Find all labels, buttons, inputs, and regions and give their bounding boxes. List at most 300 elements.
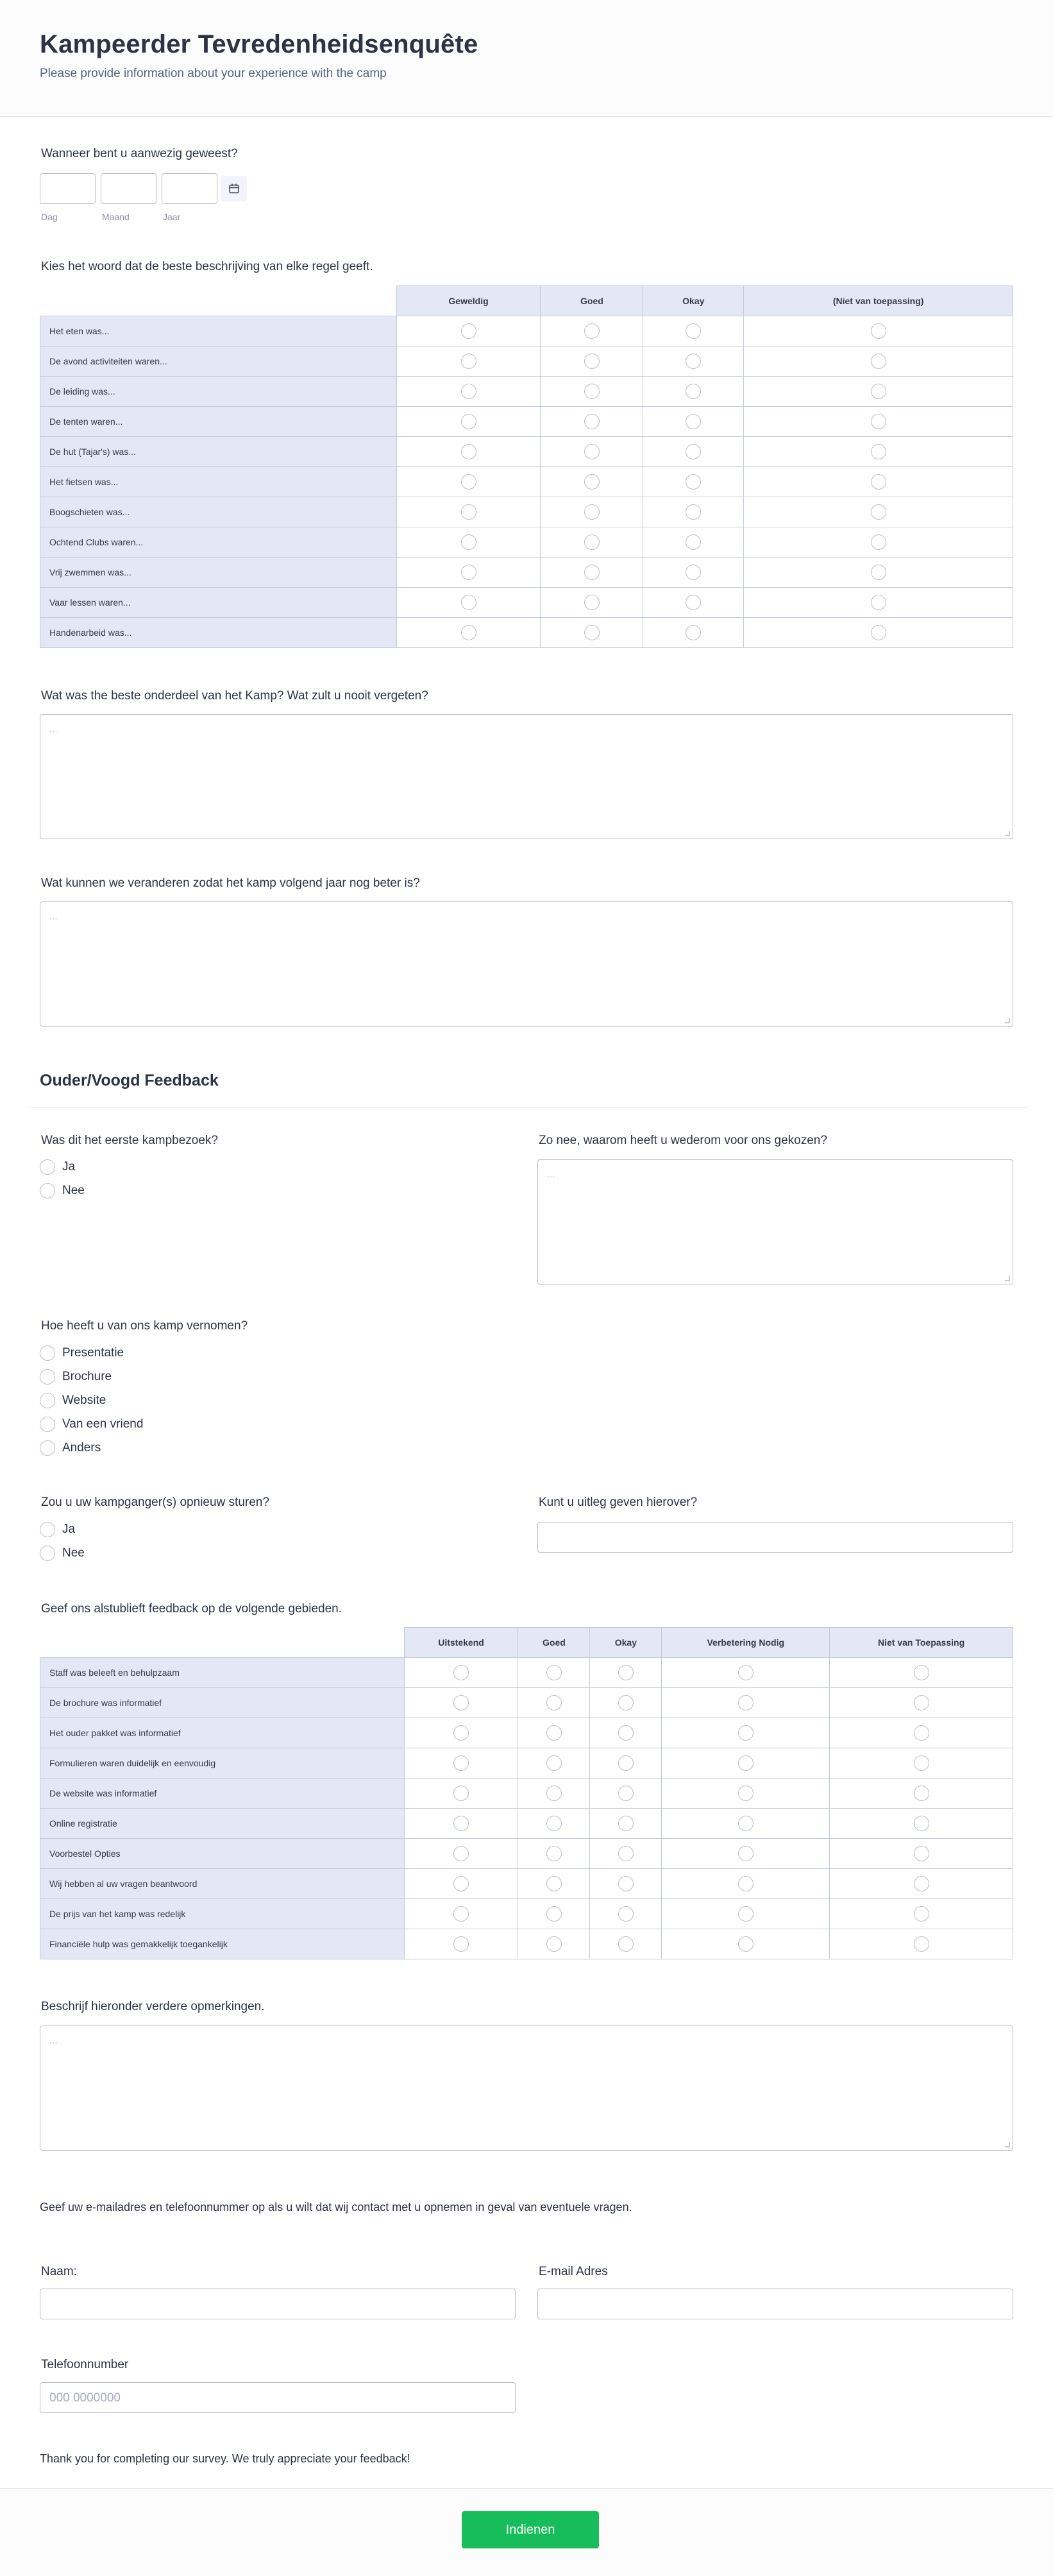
radio-button[interactable] (686, 474, 701, 490)
name-input[interactable] (40, 2289, 516, 2319)
form-header (0, 0, 1053, 117)
radio-button[interactable] (618, 1725, 634, 1741)
radio-button[interactable] (461, 625, 476, 640)
matrix2-cell (518, 1658, 590, 1688)
first-visit-option-nee[interactable] (40, 1183, 85, 1198)
matrix2-row (40, 1778, 1013, 1809)
radio-button[interactable] (546, 1936, 562, 1952)
radio-button[interactable] (914, 1906, 929, 1922)
q-send-again-label: Zou u uw kampganger(s) opnieuw sturen? (41, 1496, 269, 1509)
thank-you-text: Thank you for completing our survey. We truly appreciate your feedback! (40, 2452, 410, 2465)
email-input[interactable] (537, 2289, 1013, 2319)
matrix2-row-label: Staff was beleeft en behulpzaam (40, 1658, 405, 1688)
radio-button[interactable] (453, 1816, 469, 1831)
radio-button[interactable] (914, 1786, 929, 1801)
matrix1-row (40, 497, 1013, 527)
radio-button[interactable] (738, 1755, 754, 1771)
radio-button[interactable] (584, 384, 600, 399)
q-first-visit-label: Was dit het eerste kampbezoek? (41, 1134, 218, 1147)
q-best-label: Wat was the beste onderdeel van het Kamp? Wat zult u nooit vergeten? (41, 689, 428, 703)
radio-button[interactable] (914, 1695, 929, 1710)
matrix2-cell (518, 1839, 590, 1869)
matrix2-column-header: Niet van Toepassing (830, 1628, 1013, 1658)
matrix1-cell (643, 558, 744, 588)
radio-button[interactable] (738, 1846, 754, 1861)
radio-button[interactable] (584, 414, 600, 429)
matrix1-row (40, 346, 1013, 377)
radio-button[interactable] (686, 504, 701, 520)
matrix1-cell (744, 377, 1013, 407)
matrix1-cell (541, 618, 643, 648)
remarks-textarea[interactable] (40, 2026, 1013, 2151)
radio-button[interactable] (618, 1816, 634, 1831)
matrix1-row-label: Vaar lessen waren... (40, 588, 397, 618)
send-again-option-nee[interactable] (40, 1546, 85, 1561)
radio-button[interactable] (686, 595, 701, 610)
radio-button[interactable] (738, 1936, 754, 1952)
section-divider (26, 1107, 1027, 1108)
radio-button[interactable] (871, 625, 886, 640)
radio-button[interactable] (40, 1522, 55, 1537)
matrix1-cell (396, 618, 541, 648)
radio-button[interactable] (686, 444, 701, 459)
matrix1-row-label: Het fietsen was... (40, 467, 397, 497)
matrix1-row (40, 588, 1013, 618)
radio-button[interactable] (871, 595, 886, 610)
matrix2-cell (404, 1688, 518, 1718)
matrix1-cell (541, 497, 643, 527)
radio-button[interactable] (40, 1393, 55, 1408)
explain-input[interactable] (537, 1522, 1013, 1553)
matrix2-row (40, 1809, 1013, 1839)
radio-button[interactable] (461, 323, 476, 339)
radio-button[interactable] (914, 1816, 929, 1831)
radio-button[interactable] (453, 1695, 469, 1710)
matrix1-cell (541, 467, 643, 497)
matrix2-row-label: Voorbestel Opties (40, 1839, 405, 1869)
phone-placeholder: 000 0000000 (49, 2391, 121, 2405)
phone-input[interactable] (40, 2382, 516, 2413)
matrix1-cell (744, 316, 1013, 346)
heard-option-presentatie[interactable] (40, 1345, 124, 1361)
matrix2-row (40, 1839, 1013, 1869)
radio-button[interactable] (584, 534, 600, 550)
email-label: E-mail Adres (539, 2265, 608, 2278)
rating-matrix-feedback (40, 1627, 1013, 1959)
matrix2-cell (662, 1658, 830, 1688)
matrix1-cell (396, 346, 541, 377)
radio-button[interactable] (618, 1665, 634, 1680)
matrix2-cell (830, 1929, 1013, 1959)
matrix1-row-label: De leiding was... (40, 377, 397, 407)
matrix-corner (40, 286, 397, 316)
matrix2-cell (830, 1748, 1013, 1778)
radio-button[interactable] (914, 1755, 929, 1771)
matrix2-row (40, 1899, 1013, 1929)
radio-button[interactable] (453, 1906, 469, 1922)
radio-button[interactable] (461, 534, 476, 550)
option-label: Ja (62, 1523, 76, 1536)
radio-button[interactable] (453, 1755, 469, 1771)
matrix1-cell (541, 407, 643, 437)
matrix-corner (40, 1628, 405, 1658)
radio-button[interactable] (584, 565, 600, 580)
matrix1-cell (643, 588, 744, 618)
option-label: Nee (62, 1184, 85, 1197)
month-input[interactable] (101, 173, 156, 204)
matrix2-row-label: Wij hebben al uw vragen beantwoord (40, 1869, 405, 1899)
matrix1-cell (541, 346, 643, 377)
matrix1-row (40, 316, 1013, 346)
matrix1-cell (744, 618, 1013, 648)
radio-button[interactable] (871, 384, 886, 399)
radio-button[interactable] (40, 1345, 55, 1361)
month-sublabel: Maand (102, 212, 130, 222)
radio-button[interactable] (461, 384, 476, 399)
radio-button[interactable] (546, 1665, 562, 1680)
matrix2-cell (662, 1688, 830, 1718)
radio-button[interactable] (914, 1725, 929, 1741)
first-visit-option-ja[interactable] (40, 1159, 75, 1175)
radio-button[interactable] (40, 1417, 55, 1432)
section-parent-title: Ouder/Voogd Feedback (40, 1071, 219, 1089)
matrix2-cell (662, 1839, 830, 1869)
radio-button[interactable] (546, 1876, 562, 1891)
radio-button[interactable] (461, 474, 476, 490)
matrix1-row-label: Het eten was... (40, 316, 397, 346)
option-label: Anders (62, 1441, 101, 1454)
matrix2-cell (404, 1778, 518, 1809)
calendar-icon (228, 183, 240, 194)
matrix1-row-label: Boogschieten was... (40, 497, 397, 527)
matrix1-cell (396, 437, 541, 467)
radio-button[interactable] (871, 565, 886, 580)
resize-grip-icon[interactable] (1005, 831, 1010, 836)
matrix2-cell (830, 1839, 1013, 1869)
matrix2-row (40, 1869, 1013, 1899)
matrix1-cell (541, 316, 643, 346)
matrix1-cell (744, 527, 1013, 558)
radio-button[interactable] (686, 414, 701, 429)
matrix1-cell (744, 588, 1013, 618)
radio-button[interactable] (686, 354, 701, 369)
year-sublabel: Jaar (163, 212, 181, 222)
matrix1-row (40, 618, 1013, 648)
matrix2-row (40, 1718, 1013, 1748)
date-label: Wanneer bent u aanwezig geweest? (41, 147, 238, 160)
radio-button[interactable] (914, 1936, 929, 1952)
matrix1-cell (744, 407, 1013, 437)
matrix2-row (40, 1929, 1013, 1959)
matrix1-row (40, 377, 1013, 407)
radio-button[interactable] (584, 504, 600, 520)
radio-button[interactable] (584, 474, 600, 490)
radio-button[interactable] (871, 444, 886, 459)
radio-button[interactable] (40, 1440, 55, 1456)
option-label: Presentatie (62, 1346, 124, 1360)
matrix2-row-label: De brochure was informatief (40, 1688, 405, 1718)
year-input[interactable] (162, 173, 217, 204)
matrix2-cell (590, 1718, 662, 1748)
radio-button[interactable] (40, 1159, 55, 1175)
radio-button[interactable] (618, 1846, 634, 1861)
radio-button[interactable] (738, 1725, 754, 1741)
matrix1-cell (744, 497, 1013, 527)
radio-button[interactable] (461, 504, 476, 520)
radio-button[interactable] (461, 414, 476, 429)
matrix1-cell (643, 497, 744, 527)
matrix2-cell (518, 1809, 590, 1839)
radio-button[interactable] (546, 1906, 562, 1922)
q-explain-label: Kunt u uitleg geven hierover? (539, 1496, 698, 1509)
matrix1-cell (643, 316, 744, 346)
matrix2-cell (518, 1778, 590, 1809)
resize-grip-icon[interactable] (1005, 1018, 1010, 1023)
matrix2-cell (830, 1809, 1013, 1839)
radio-button[interactable] (453, 1665, 469, 1680)
matrix2-cell (830, 1899, 1013, 1929)
radio-button[interactable] (738, 1876, 754, 1891)
resize-grip-icon[interactable] (1005, 1276, 1010, 1281)
matrix2-label: Geef ons alstublieft feedback op de volgende gebieden. (41, 1602, 342, 1616)
radio-button[interactable] (40, 1183, 55, 1198)
matrix1-row-label: Ochtend Clubs waren... (40, 527, 397, 558)
radio-button[interactable] (618, 1876, 634, 1891)
form-subtitle: Please provide information about your experience with the camp (40, 67, 387, 80)
matrix2-cell (590, 1899, 662, 1929)
radio-button[interactable] (584, 595, 600, 610)
matrix2-cell (518, 1688, 590, 1718)
q-remarks-label: Beschrijf hieronder verdere opmerkingen. (41, 2000, 265, 2013)
heard-option-anders[interactable] (40, 1440, 101, 1456)
day-sublabel: Dag (41, 212, 58, 222)
submit-button[interactable]: Indienen (462, 2511, 599, 2548)
matrix1-cell (744, 558, 1013, 588)
calendar-button[interactable] (221, 176, 247, 201)
radio-button[interactable] (546, 1786, 562, 1801)
phone-label: Telefoonnumber (41, 2358, 129, 2371)
radio-button[interactable] (871, 414, 886, 429)
why-again-textarea[interactable] (537, 1159, 1013, 1284)
radio-button[interactable] (461, 444, 476, 459)
matrix2-cell (830, 1658, 1013, 1688)
matrix2-cell (590, 1658, 662, 1688)
matrix1-cell (541, 377, 643, 407)
matrix2-cell (662, 1748, 830, 1778)
heard-option-vriend[interactable] (40, 1417, 143, 1432)
radio-button[interactable] (546, 1695, 562, 1710)
radio-button[interactable] (618, 1936, 634, 1952)
radio-button[interactable] (738, 1786, 754, 1801)
matrix2-cell (830, 1718, 1013, 1748)
matrix1-row-label: De tenten waren... (40, 407, 397, 437)
matrix1-row-label: De hut (Tajar's) was... (40, 437, 397, 467)
matrix1-cell (643, 407, 744, 437)
radio-button[interactable] (453, 1725, 469, 1741)
matrix2-row-label: Financiële hulp was gemakkelijk toegankelijk (40, 1929, 405, 1959)
radio-button[interactable] (618, 1695, 634, 1710)
matrix2-cell (404, 1899, 518, 1929)
matrix1-cell (396, 316, 541, 346)
radio-button[interactable] (686, 565, 701, 580)
matrix2-cell (830, 1778, 1013, 1809)
radio-button[interactable] (546, 1755, 562, 1771)
radio-button[interactable] (546, 1816, 562, 1831)
matrix2-row-label: De website was informatief (40, 1778, 405, 1809)
matrix2-cell (590, 1929, 662, 1959)
matrix2-cell (830, 1869, 1013, 1899)
matrix1-cell (541, 527, 643, 558)
matrix1-cell (643, 467, 744, 497)
contact-instructions: Geef uw e-mailadres en telefoonnummer op als u wilt dat wij contact met u opnemen in geval van eventuele vragen. (40, 2201, 632, 2213)
matrix1-cell (744, 346, 1013, 377)
radio-button[interactable] (618, 1906, 634, 1922)
radio-button[interactable] (871, 504, 886, 520)
matrix2-column-header: Verbetering Nodig (662, 1628, 830, 1658)
radio-button[interactable] (686, 534, 701, 550)
matrix1-cell (396, 407, 541, 437)
matrix2-cell (518, 1869, 590, 1899)
matrix1-column-header: Okay (643, 286, 744, 316)
matrix1-cell (643, 377, 744, 407)
radio-button[interactable] (453, 1786, 469, 1801)
send-again-option-ja[interactable] (40, 1522, 75, 1537)
matrix2-cell (662, 1718, 830, 1748)
matrix2-row-label: Online registratie (40, 1809, 405, 1839)
matrix1-cell (396, 377, 541, 407)
radio-button[interactable] (686, 384, 701, 399)
matrix2-row (40, 1688, 1013, 1718)
matrix1-row-label: Handenarbeid was... (40, 618, 397, 648)
matrix1-cell (744, 437, 1013, 467)
matrix2-cell (590, 1748, 662, 1778)
matrix2-row-label: Het ouder pakket was informatief (40, 1718, 405, 1748)
matrix2-cell (662, 1929, 830, 1959)
matrix2-cell (404, 1658, 518, 1688)
radio-button[interactable] (40, 1369, 55, 1385)
radio-button[interactable] (461, 354, 476, 369)
radio-button[interactable] (546, 1725, 562, 1741)
matrix1-cell (541, 437, 643, 467)
name-label: Naam: (41, 2265, 77, 2278)
radio-button[interactable] (914, 1665, 929, 1680)
radio-button[interactable] (871, 354, 886, 369)
matrix2-column-header: Uitstekend (404, 1628, 518, 1658)
radio-button[interactable] (453, 1876, 469, 1891)
radio-button[interactable] (453, 1936, 469, 1952)
change-placeholder: ... (49, 911, 58, 922)
radio-button[interactable] (584, 354, 600, 369)
matrix2-column-header: Okay (590, 1628, 662, 1658)
radio-button[interactable] (453, 1846, 469, 1861)
heard-option-website[interactable] (40, 1393, 106, 1408)
matrix2-cell (404, 1718, 518, 1748)
form-title: Kampeerder Tevredenheidsenquête (40, 30, 478, 58)
matrix1-label: Kies het woord dat de beste beschrijving van elke regel geeft. (41, 260, 373, 273)
matrix1-row (40, 437, 1013, 467)
q-heard-label: Hoe heeft u van ons kamp vernomen? (41, 1319, 248, 1333)
radio-button[interactable] (461, 595, 476, 610)
matrix2-cell (404, 1869, 518, 1899)
option-label: Nee (62, 1546, 85, 1560)
matrix1-cell (541, 558, 643, 588)
matrix2-cell (518, 1899, 590, 1929)
matrix1-row (40, 527, 1013, 558)
matrix2-cell (662, 1809, 830, 1839)
matrix1-cell (643, 346, 744, 377)
matrix1-column-header: (Niet van toepassing) (744, 286, 1013, 316)
matrix1-cell (744, 467, 1013, 497)
radio-button[interactable] (738, 1906, 754, 1922)
matrix1-column-header: Goed (541, 286, 643, 316)
matrix1-row (40, 467, 1013, 497)
resize-grip-icon[interactable] (1005, 2142, 1010, 2147)
radio-button[interactable] (738, 1665, 754, 1680)
q-change-label: Wat kunnen we veranderen zodat het kamp volgend jaar nog beter is? (41, 876, 420, 890)
radio-button[interactable] (738, 1816, 754, 1831)
matrix1-cell (396, 497, 541, 527)
radio-button[interactable] (618, 1755, 634, 1771)
remarks-placeholder: ... (49, 2035, 58, 2046)
radio-button[interactable] (738, 1695, 754, 1710)
matrix2-cell (830, 1688, 1013, 1718)
matrix1-column-header: Geweldig (396, 286, 541, 316)
matrix2-cell (590, 1688, 662, 1718)
radio-button[interactable] (686, 625, 701, 640)
matrix2-cell (590, 1869, 662, 1899)
option-label: Van een vriend (62, 1417, 144, 1431)
matrix2-column-header: Goed (518, 1628, 590, 1658)
radio-button[interactable] (618, 1786, 634, 1801)
radio-button[interactable] (914, 1876, 929, 1891)
radio-button[interactable] (871, 323, 886, 339)
matrix2-cell (662, 1778, 830, 1809)
radio-button[interactable] (584, 323, 600, 339)
matrix2-row-label: De prijs van het kamp was redelijk (40, 1899, 405, 1929)
option-label: Website (62, 1394, 106, 1407)
radio-button[interactable] (40, 1546, 55, 1561)
radio-button[interactable] (686, 323, 701, 339)
matrix2-cell (404, 1748, 518, 1778)
matrix2-cell (590, 1778, 662, 1809)
radio-button[interactable] (584, 444, 600, 459)
radio-button[interactable] (461, 565, 476, 580)
matrix1-cell (643, 437, 744, 467)
radio-button[interactable] (871, 534, 886, 550)
matrix1-row (40, 558, 1013, 588)
matrix2-row (40, 1658, 1013, 1688)
best-part-placeholder: ... (49, 724, 58, 735)
matrix2-cell (518, 1748, 590, 1778)
radio-button[interactable] (871, 474, 886, 490)
day-input[interactable] (40, 173, 96, 204)
radio-button[interactable] (546, 1846, 562, 1861)
rating-matrix-camp (40, 286, 1013, 648)
best-part-textarea[interactable] (40, 714, 1013, 839)
matrix2-row (40, 1748, 1013, 1778)
matrix2-row-label: Formulieren waren duidelijk en eenvoudig (40, 1748, 405, 1778)
matrix1-row (40, 407, 1013, 437)
radio-button[interactable] (584, 625, 600, 640)
change-textarea[interactable] (40, 901, 1013, 1027)
matrix2-cell (518, 1929, 590, 1959)
matrix1-cell (396, 527, 541, 558)
heard-option-brochure[interactable] (40, 1369, 112, 1385)
matrix2-cell (590, 1839, 662, 1869)
matrix1-row-label: De avond activiteiten waren... (40, 346, 397, 377)
radio-button[interactable] (914, 1846, 929, 1861)
matrix2-cell (590, 1809, 662, 1839)
